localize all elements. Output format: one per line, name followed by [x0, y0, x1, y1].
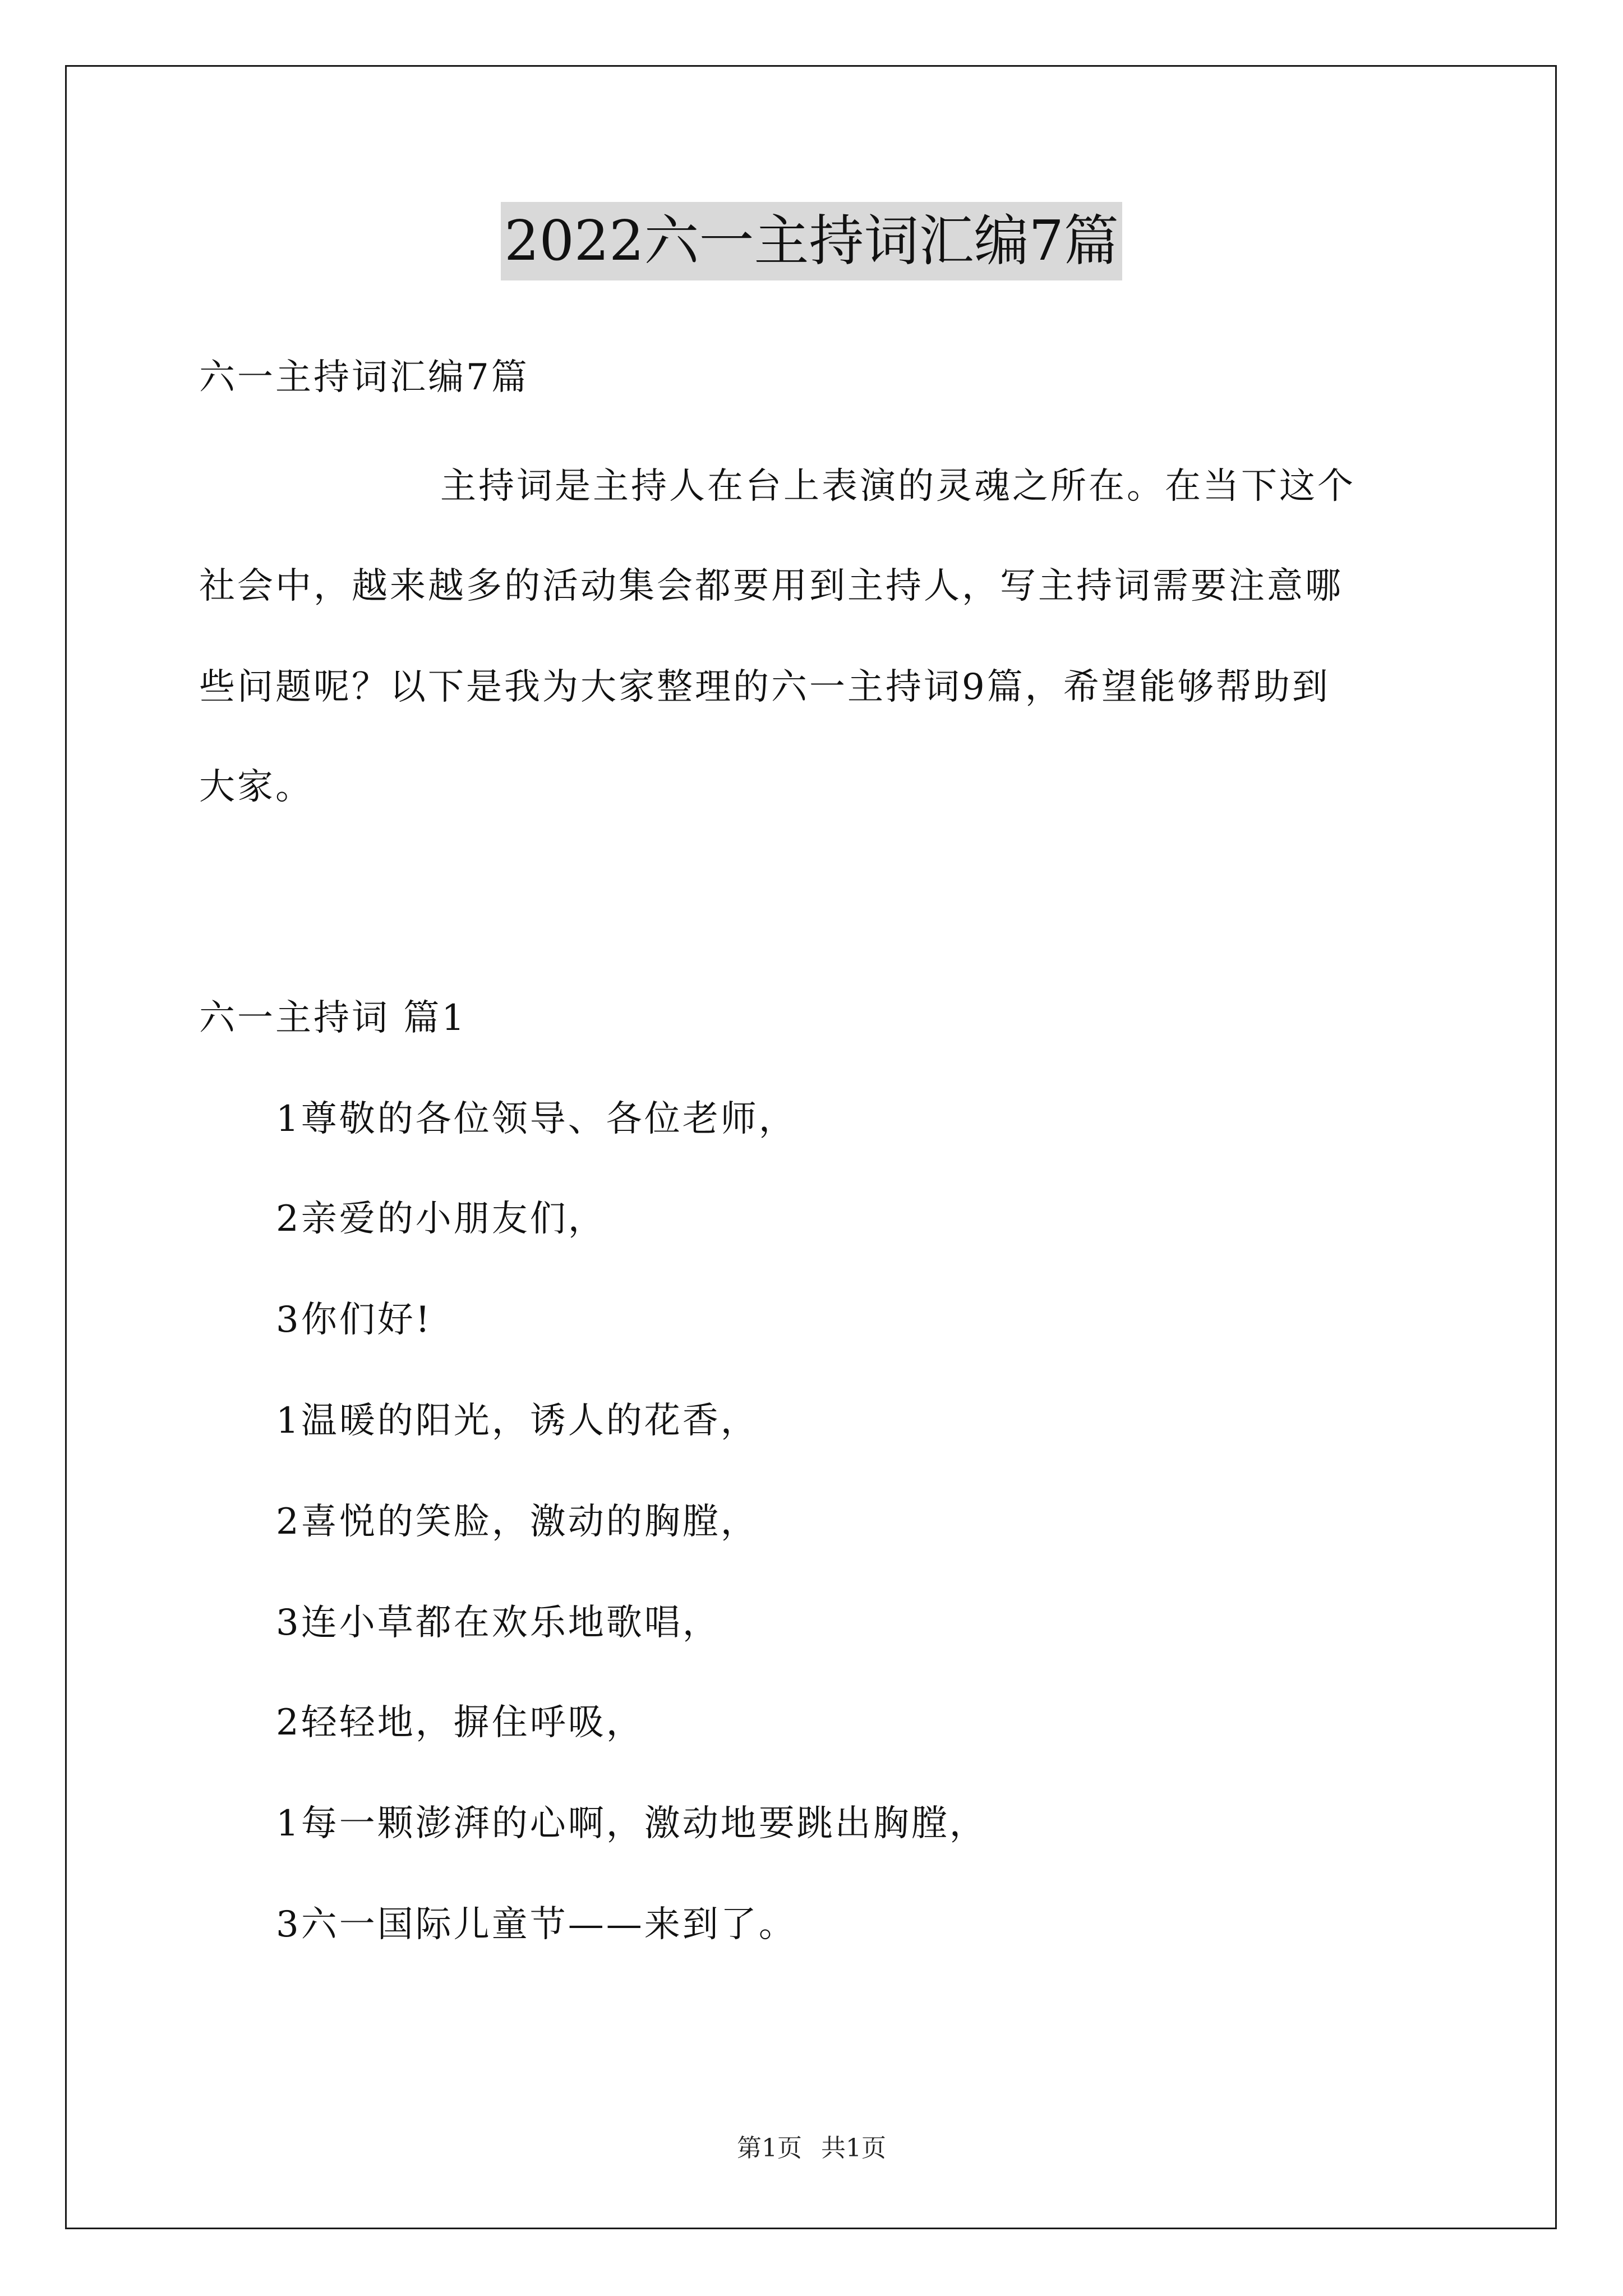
page-total: 共1页	[821, 2134, 886, 2162]
page-current: 第1页	[737, 2134, 802, 2162]
page-footer	[0, 2132, 1623, 2165]
script-line: 2轻轻地，摒住呼吸，	[276, 1702, 644, 1743]
script-line: 2亲爱的小朋友们，	[276, 1198, 606, 1240]
intro-line: 社会中，越来越多的活动集会都要用到主持人，写主持词需要注意哪	[199, 565, 1343, 607]
intro-line: 主持词是主持人在台上表演的灵魂之所在。在当下这个	[440, 466, 1355, 507]
script-line: 1每一颗澎湃的心啊，激动地要跳出胸膛，	[276, 1803, 988, 1844]
script-line: 3连小草都在欢乐地歌唱，	[276, 1602, 721, 1644]
intro-line: 大家。	[199, 766, 313, 808]
script-line: 3六一国际儿童节——来到了。	[276, 1904, 797, 1945]
title-wrap	[0, 202, 1623, 280]
document-subtitle: 六一主持词汇编7篇	[199, 357, 529, 398]
script-line: 2喜悦的笑脸，激动的胸膛，	[276, 1501, 759, 1543]
script-line: 3你们好!	[276, 1299, 432, 1341]
section-heading: 六一主持词 篇1	[199, 997, 467, 1039]
script-line: 1尊敬的各位领导、各位老师，	[276, 1098, 797, 1140]
script-line: 1温暖的阳光，诱人的花香，	[276, 1400, 759, 1442]
document-title: 2022六一主持词汇编7篇	[501, 202, 1122, 280]
intro-line: 些问题呢？以下是我为大家整理的六一主持词9篇，希望能够帮助到	[199, 666, 1330, 708]
